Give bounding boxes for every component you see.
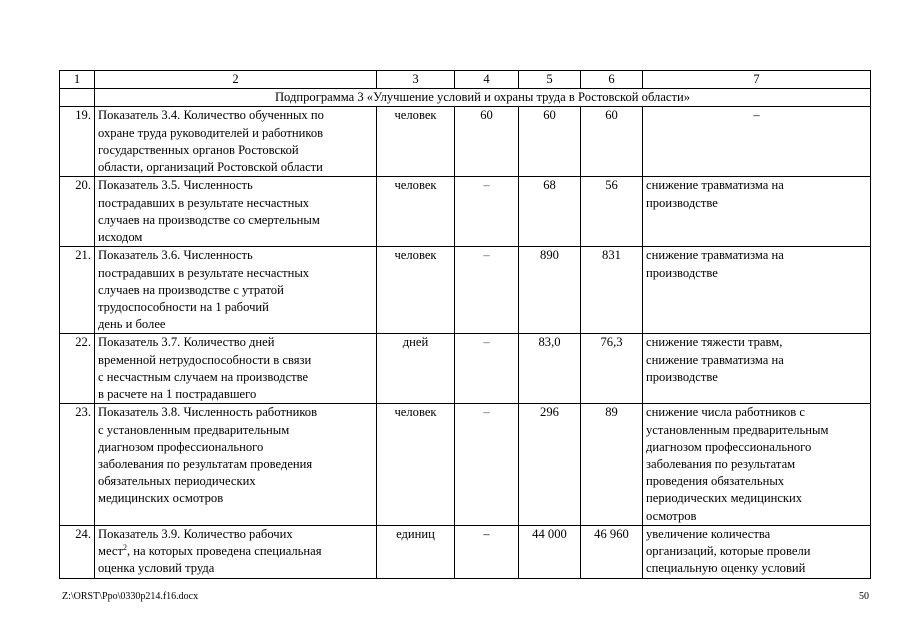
col-header-1: 1 xyxy=(60,71,95,89)
note-cell: снижение травматизма на производстве xyxy=(643,177,871,247)
unit-cell: дней xyxy=(377,334,455,404)
unit-cell: человек xyxy=(377,247,455,334)
value-col5: 44 000 xyxy=(519,525,581,578)
value-col6: 60 xyxy=(581,107,643,177)
indicator-text xyxy=(95,525,377,578)
col-header-5: 5 xyxy=(519,71,581,89)
note-cell: снижение тяжести травм, снижение травматизма на производстве xyxy=(643,334,871,404)
indicator-text-prefix: Показатель 3.9. Количество рабочих мест xyxy=(98,526,293,559)
footnote-marker: 2 xyxy=(122,542,127,552)
value-col4: – xyxy=(455,247,519,334)
row-number: 24. xyxy=(60,525,95,578)
value-col4: – xyxy=(455,404,519,525)
value-col6: 46 960 xyxy=(581,525,643,578)
footer-file-path: Z:\ORST\Ppo\0330p214.f16.docx xyxy=(62,591,199,602)
indicator-text-suffix: , на которых проведена специальная оценка условий труда xyxy=(98,544,322,576)
note-cell: – xyxy=(643,107,871,177)
value-col6: 56 xyxy=(581,177,643,247)
row-number: 22. xyxy=(60,334,95,404)
note-cell: снижение числа работников с установленным предварительным диагнозом профессионального заболевания по результатам проведения обязательных периодических медицинских осмотров xyxy=(643,404,871,525)
value-col4: – xyxy=(455,177,519,247)
unit-cell: человек xyxy=(377,107,455,177)
value-col6: 831 xyxy=(581,247,643,334)
value-col4: 60 xyxy=(455,107,519,177)
row-number: 21. xyxy=(60,247,95,334)
row-number: 23. xyxy=(60,404,95,525)
indicator-text: Показатель 3.8. Численность работников с установленным предварительным диагнозом профессионального заболевания по результатам проведения обязательных периодических медицинских осмотров xyxy=(95,404,377,525)
col-header-2: 2 xyxy=(95,71,377,89)
value-col5: 890 xyxy=(519,247,581,334)
subprogram-empty-cell xyxy=(60,89,95,107)
col-header-6: 6 xyxy=(581,71,643,89)
footer-page-number: 50 xyxy=(859,591,869,602)
table-row xyxy=(60,107,871,177)
note-cell: увеличение количества организаций, которые провели специальную оценку условий xyxy=(643,525,871,578)
col-header-7: 7 xyxy=(643,71,871,89)
indicator-text: Показатель 3.4. Количество обученных по охране труда руководителей и работников государственных органов Ростовской области, организаций Ростовской области xyxy=(95,107,377,177)
value-col5: 296 xyxy=(519,404,581,525)
col-header-4: 4 xyxy=(455,71,519,89)
unit-cell: человек xyxy=(377,177,455,247)
unit-cell: единиц xyxy=(377,525,455,578)
indicator-text: Показатель 3.6. Численность пострадавших в результате несчастных случаев на производстве с утратой трудоспособности на 1 рабочий день и более xyxy=(95,247,377,334)
column-number-row xyxy=(60,71,871,89)
note-cell: снижение травматизма на производстве xyxy=(643,247,871,334)
value-col5: 68 xyxy=(519,177,581,247)
table-row xyxy=(60,247,871,334)
value-col6: 76,3 xyxy=(581,334,643,404)
indicator-text: Показатель 3.7. Количество дней временной нетрудоспособности в связи с несчастным случаем на производстве в расчете на 1 пострадавшего xyxy=(95,334,377,404)
value-col5: 83,0 xyxy=(519,334,581,404)
value-col6: 89 xyxy=(581,404,643,525)
value-col5: 60 xyxy=(519,107,581,177)
row-number: 19. xyxy=(60,107,95,177)
table-row xyxy=(60,525,871,578)
value-col4: – xyxy=(455,334,519,404)
row-number: 20. xyxy=(60,177,95,247)
table-row xyxy=(60,404,871,525)
indicators-table xyxy=(59,70,871,579)
col-header-3: 3 xyxy=(377,71,455,89)
table-row xyxy=(60,334,871,404)
table-row xyxy=(60,177,871,247)
value-col4: – xyxy=(455,525,519,578)
indicator-text: Показатель 3.5. Численность пострадавших в результате несчастных случаев на производстве со смертельным исходом xyxy=(95,177,377,247)
subprogram-title: Подпрограмма 3 «Улучшение условий и охраны труда в Ростовской области» xyxy=(95,89,871,107)
unit-cell: человек xyxy=(377,404,455,525)
subprogram-row xyxy=(60,89,871,107)
